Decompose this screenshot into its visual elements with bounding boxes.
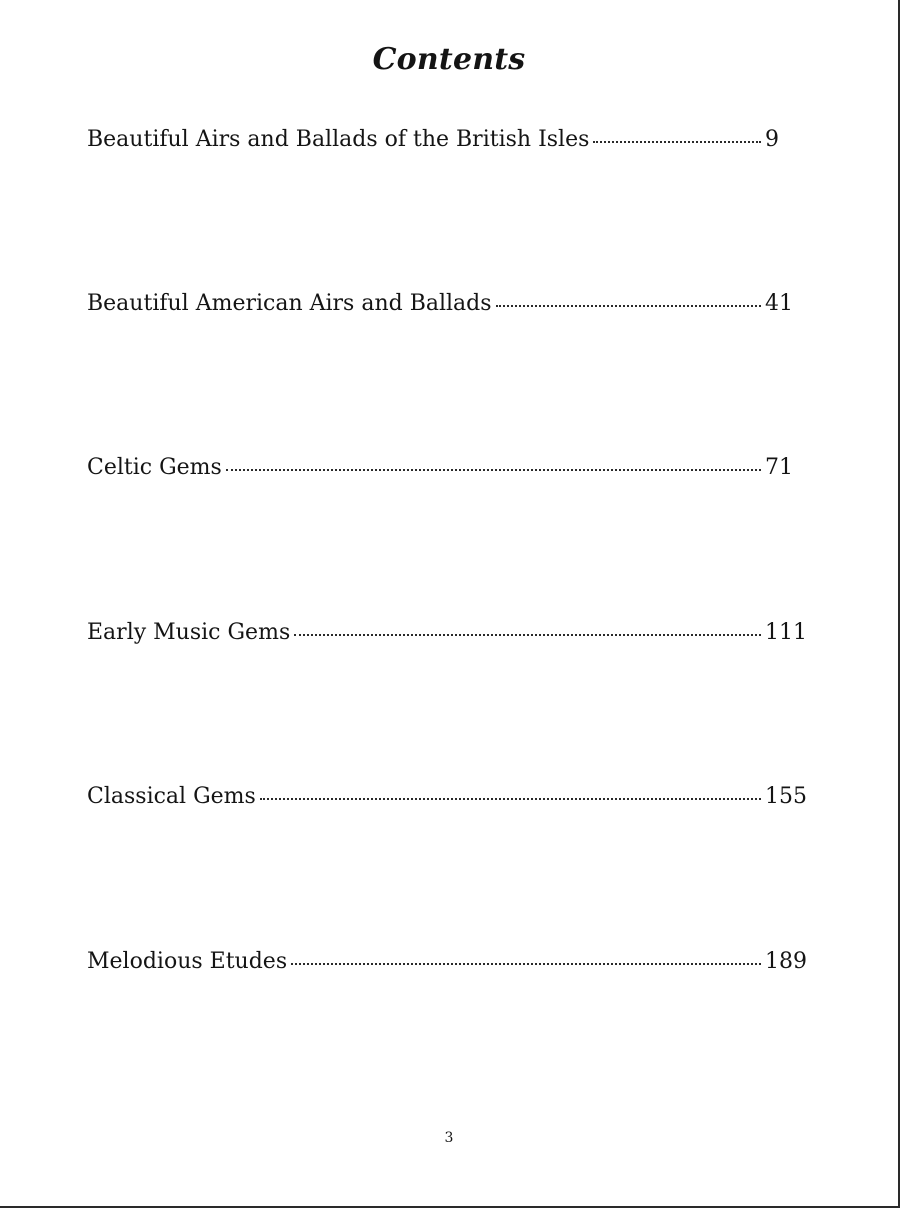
toc-entry-page-number: 71 (765, 455, 793, 480)
toc-entry-page-number: 111 (765, 620, 807, 645)
toc-entry (87, 288, 807, 322)
page-number: 3 (444, 1130, 454, 1146)
toc-entry-label: Beautiful Airs and Ballads of the British Isles (87, 127, 590, 152)
toc-entry-page-number: 155 (765, 784, 807, 809)
toc-entry-label: Celtic Gems (87, 455, 222, 480)
toc-entry (87, 946, 807, 980)
dot-leader (593, 124, 761, 146)
toc-entry (87, 617, 807, 651)
page-title: Contents (372, 42, 526, 77)
dot-leader (496, 288, 761, 310)
toc-entry-label: Classical Gems (87, 784, 256, 809)
dot-leader (294, 617, 761, 639)
dot-leader (260, 781, 761, 803)
toc-entry (87, 452, 807, 486)
toc-entry-label: Early Music Gems (87, 620, 291, 645)
toc-entry (87, 124, 807, 158)
toc-entry (87, 781, 807, 815)
toc-entry-label: Melodious Etudes (87, 949, 288, 974)
toc-entry-page-number: 41 (765, 291, 793, 316)
toc-entry-page-number: 9 (765, 127, 779, 152)
dot-leader (291, 946, 761, 968)
dot-leader (226, 452, 761, 474)
toc-entry-page-number: 189 (765, 949, 807, 974)
toc-entry-label: Beautiful American Airs and Ballads (87, 291, 492, 316)
